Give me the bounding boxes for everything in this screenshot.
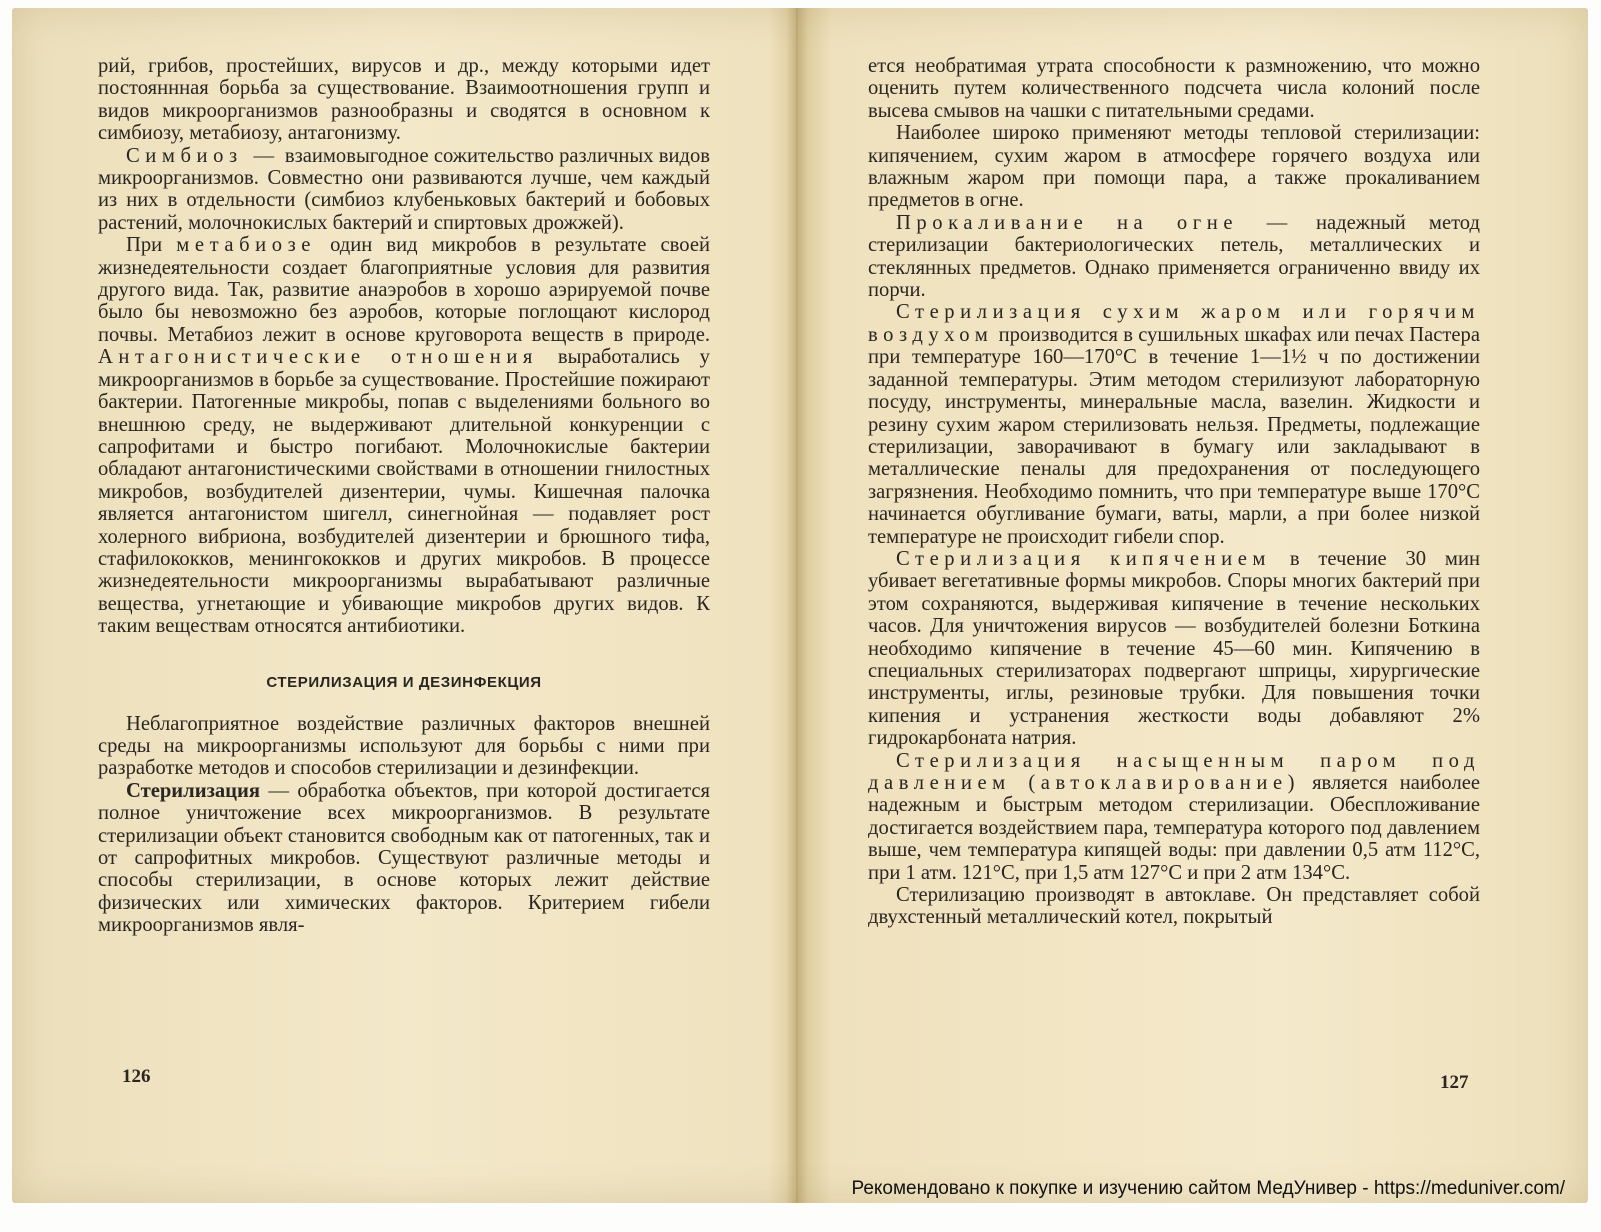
paragraph-text: выработались у микроорганизмов в борьбе за существование. Простейшие пожирают бактерии. Патогенные микробы, попав с выделениями больного во внешнюю среду, не выдерживают длительной конкуренции с сапрофитами и быстро погибают. Молочнокислые бактерии обладают антагонистическими свойствами в отношении гнилостных микробов, возбудителей дизентерии, чумы. Кишечная палочка является антагонистом шигелл, синегнойная — подавляет рост холерного вибриона, возбудителей дизентерии и брюшного тифа, стафилококков, менингококков и других микробов. В процессе жизнедеятельности микроорганизмы вырабатывают различные вещества, угнетающие и убивающие микробов других видов. К таким веществам относятся антибиотики. bbox=[98, 346, 710, 638]
term-calcination: Прокаливание на огне — bbox=[896, 211, 1293, 234]
paragraph-text: в течение 30 мин убивает вегетативные формы микробов. Споры многих бактерий при этом сохраняются, выдерживая кипячение в течение нескольких часов. Для уничтожения вирусов — возбудителей болезни Боткина необходимо кипячение в течение 45—60 мин. Кипячению в специальных стерилизаторах подвергают шприцы, хирургические инструменты, иглы, резиновые трубки. Для повышения точки кипения и устранения жесткости воды добавляют 2% гидрокарбоната натрия. bbox=[868, 547, 1480, 750]
book-fold bbox=[786, 8, 808, 1203]
paragraph-sterilization bbox=[98, 780, 710, 937]
paragraph-boiling bbox=[868, 548, 1480, 750]
paragraph-text: надежный метод стерилизации бактериологических петель, металлических и стеклянных предметов. Однако применяется ограниченно ввиду их порчи. bbox=[868, 211, 1480, 302]
paragraph-dry-heat bbox=[868, 301, 1480, 547]
paragraph: рий, грибов, простейших, вирусов и др., между которыми идет постояннная борьба за существование. Взаимоотношения групп и видов микроорганизмов разнообразны и сводятся в основном к симбиозу, метабиозу, антагонизму. bbox=[98, 55, 710, 145]
paragraph-text: производится в сушильных шкафах или печах Пастера при температуре 160—170°С в течение 1—1½ ч по достижении заданной температуры. Этим методом стерилизуют лабораторную посуду, инструменты, минеральные масла, вазелин. Жидкости и резину сухим жаром стерилизовать нельзя. Предметы, подлежащие стерилизации, заворачивают в бумагу или закладывают в металлические пеналы для предохранения от последующего загрязнения. Необходимо помнить, что при температуре выше 170°С начинается обугливание бумаги, ваты, марли, а при более низкой температуре не происходит гибели спор. bbox=[868, 323, 1480, 548]
left-page bbox=[98, 55, 710, 937]
watermark-text: Рекомендовано к покупке и изучению сайтом МедУнивер - https://meduniver.com/ bbox=[851, 1178, 1565, 1199]
paragraph-text: является наиболее надежным и быстрым методом стерилизации. Обеспложивание достигается воздействием пара, температура которого под давлением выше, чем температура кипящей воды: при давлении 0,5 атм 112°С, при 1 атм. 121°С, при 1,5 атм 127°С и при 2 атм 134°С. bbox=[868, 772, 1480, 884]
paragraph-calcination bbox=[868, 212, 1480, 302]
term-antagonism: Антагонистические отношения bbox=[98, 346, 538, 369]
term-boiling: Стерилизация кипячением bbox=[896, 547, 1271, 570]
paragraph-autoclave bbox=[868, 750, 1480, 884]
term-sterilization: Стерилизация bbox=[126, 779, 261, 802]
paragraph-text: взаимовыгодное сожительство различных видов микроорганизмов. Совместно они развиваются лучше, чем каждый из них в отдельности (симбиоз клубеньковых бактерий и бобовых растений, молочнокислых бактерий и спиртовых дрожжей). bbox=[98, 144, 710, 234]
term-dry-heat: Стерилизация сухим жаром или горячим воздухом bbox=[868, 301, 1480, 346]
paragraph-last: Стерилизацию производят в автоклаве. Он представляет собой двухстенный металлический котел, покрытый bbox=[868, 884, 1480, 929]
page-number-right: 127 bbox=[1440, 1072, 1469, 1093]
right-page bbox=[868, 55, 1480, 929]
paragraph-text: — обработка объектов, при которой достигается полное уничтожение всех микроорганизмов. В результате стерилизации объект становится свободным как от патогенных, так и от сапрофитных микробов. Существуют различные методы и способы стерилизации, в основе которых лежит действие физических или химических факторов. Критерием гибели микроорганизмов явля- bbox=[98, 779, 710, 937]
term-symbiosis: Симбиоз — bbox=[126, 144, 280, 167]
term-autoclave: Стерилизация насыщенным паром под давлением (автоклавирование) bbox=[868, 749, 1480, 794]
paragraph-text: При bbox=[126, 234, 163, 257]
paragraph-intro: Неблагоприятное воздействие различных факторов внешней среды на микроорганизмы используют для борьбы с ними при разработке методов и способов стерилизации и дезинфекции. bbox=[98, 712, 710, 780]
page-number-left: 126 bbox=[122, 1066, 151, 1087]
paragraph-metabiosis bbox=[98, 234, 710, 637]
section-title: СТЕРИЛИЗАЦИЯ И ДЕЗИНФЕКЦИЯ bbox=[266, 673, 542, 691]
paragraph-symbiosis bbox=[98, 145, 710, 235]
term-metabiosis: метабиозе bbox=[176, 234, 316, 257]
paragraph-methods: Наиболее широко применяют методы тепловой стерилизации: кипячением, сухим жаром в атмосфере горячего воздуха или влажным жаром при помощи пара, а также прокаливанием предметов в огне. bbox=[868, 122, 1480, 212]
paragraph-text: один вид микробов в результате своей жизнедеятельности создает благоприятные условия для развития другого вида. Так, развитие анаэробов в хорошо аэрируемой почве было бы невозможно без аэробов, которые поглощают кислород почвы. Метабиоз лежит в основе круговорота веществ в природе. bbox=[98, 234, 710, 346]
paragraph: ется необратимая утрата способности к размножению, что можно оценить путем количественного подсчета числа колоний после высева смывов на чашки с питательными средами. bbox=[868, 55, 1480, 122]
